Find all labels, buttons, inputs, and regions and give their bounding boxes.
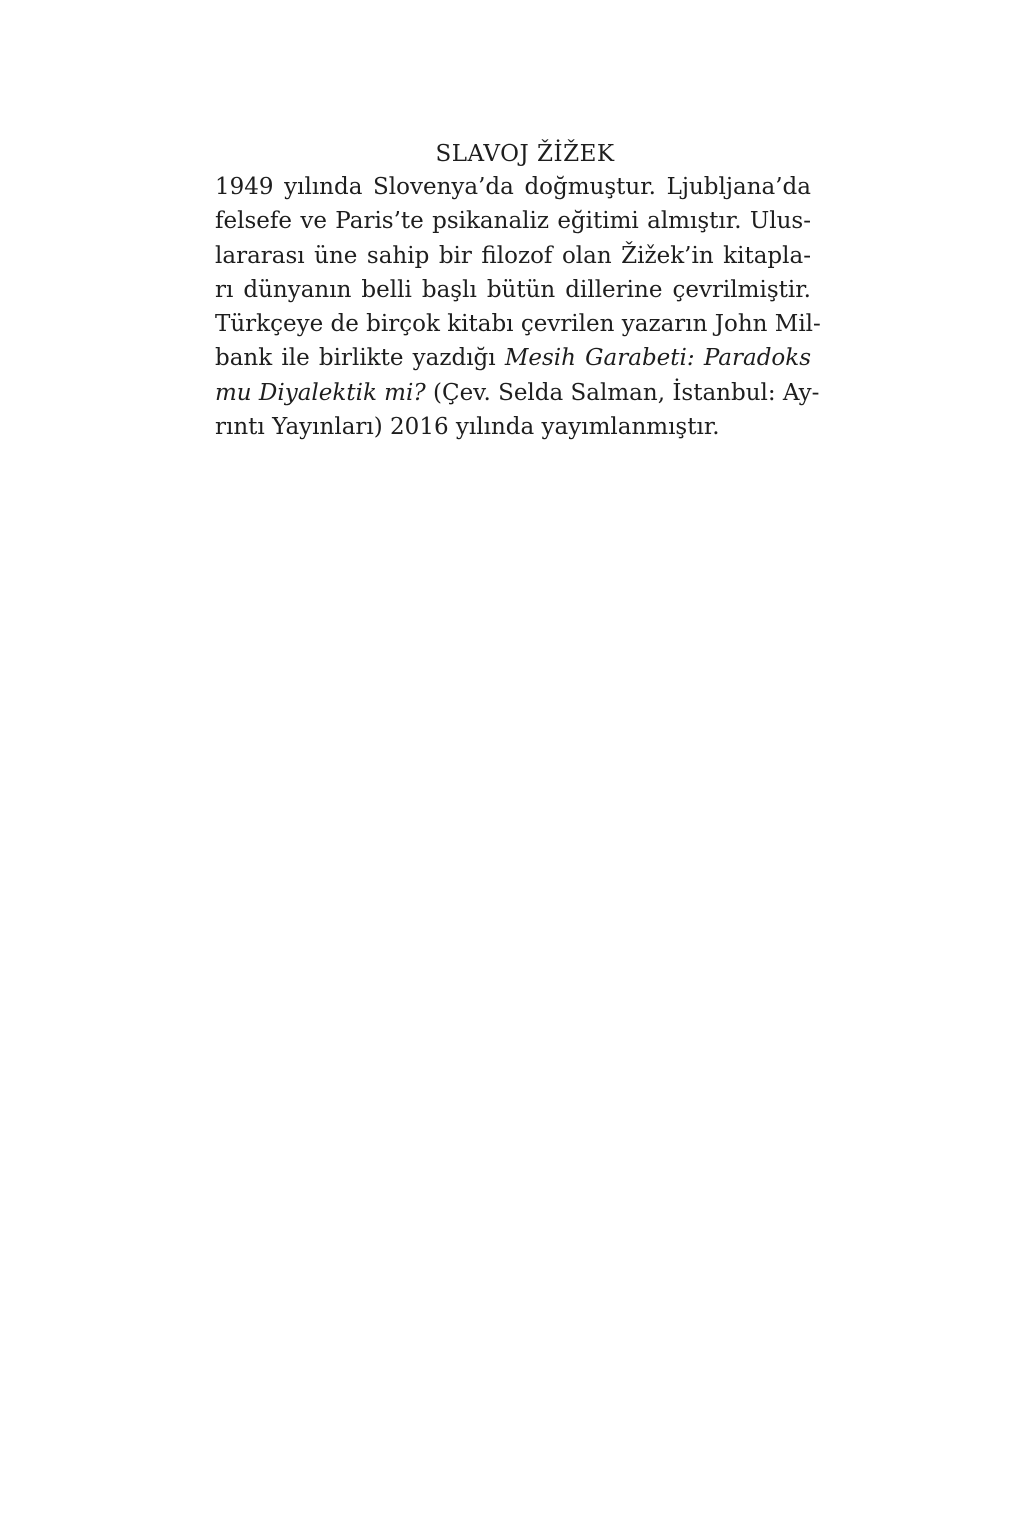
- book-title: Mesih Garabeti: Paradoks: [504, 345, 812, 372]
- bio-line: lararası üne sahip bir filozof olan Žižek’in kitapla-: [215, 242, 811, 269]
- bio-line: Türkçeye de birçok kitabı çevrilen yazarın John Mil-: [215, 311, 821, 338]
- bio-line: rıntı Yayınları) 2016 yılında yayımlanmıştır.: [215, 414, 720, 441]
- author-bio-block: [215, 138, 821, 444]
- bio-line: mu Diyalektik mi? (Çev. Selda Salman, İstanbul: Ay-: [215, 379, 820, 406]
- bio-line: bank ile birlikte yazdığı Mesih Garabeti: Paradoks: [215, 345, 812, 372]
- bio-line: felsefe ve Paris’te psikanaliz eğitimi almıştır. Ulus-: [215, 208, 811, 235]
- bio-line: 1949 yılında Slovenya’da doğmuştur. Ljubljana’da: [215, 174, 811, 200]
- bio-line: rı dünyanın belli başlı bütün dillerine çevrilmiştir.: [215, 276, 811, 303]
- author-name: SLAVOJ ŽİŽEK: [435, 141, 615, 167]
- author-bio-text: [215, 170, 821, 444]
- book-title: mu Diyalektik mi?: [215, 379, 426, 406]
